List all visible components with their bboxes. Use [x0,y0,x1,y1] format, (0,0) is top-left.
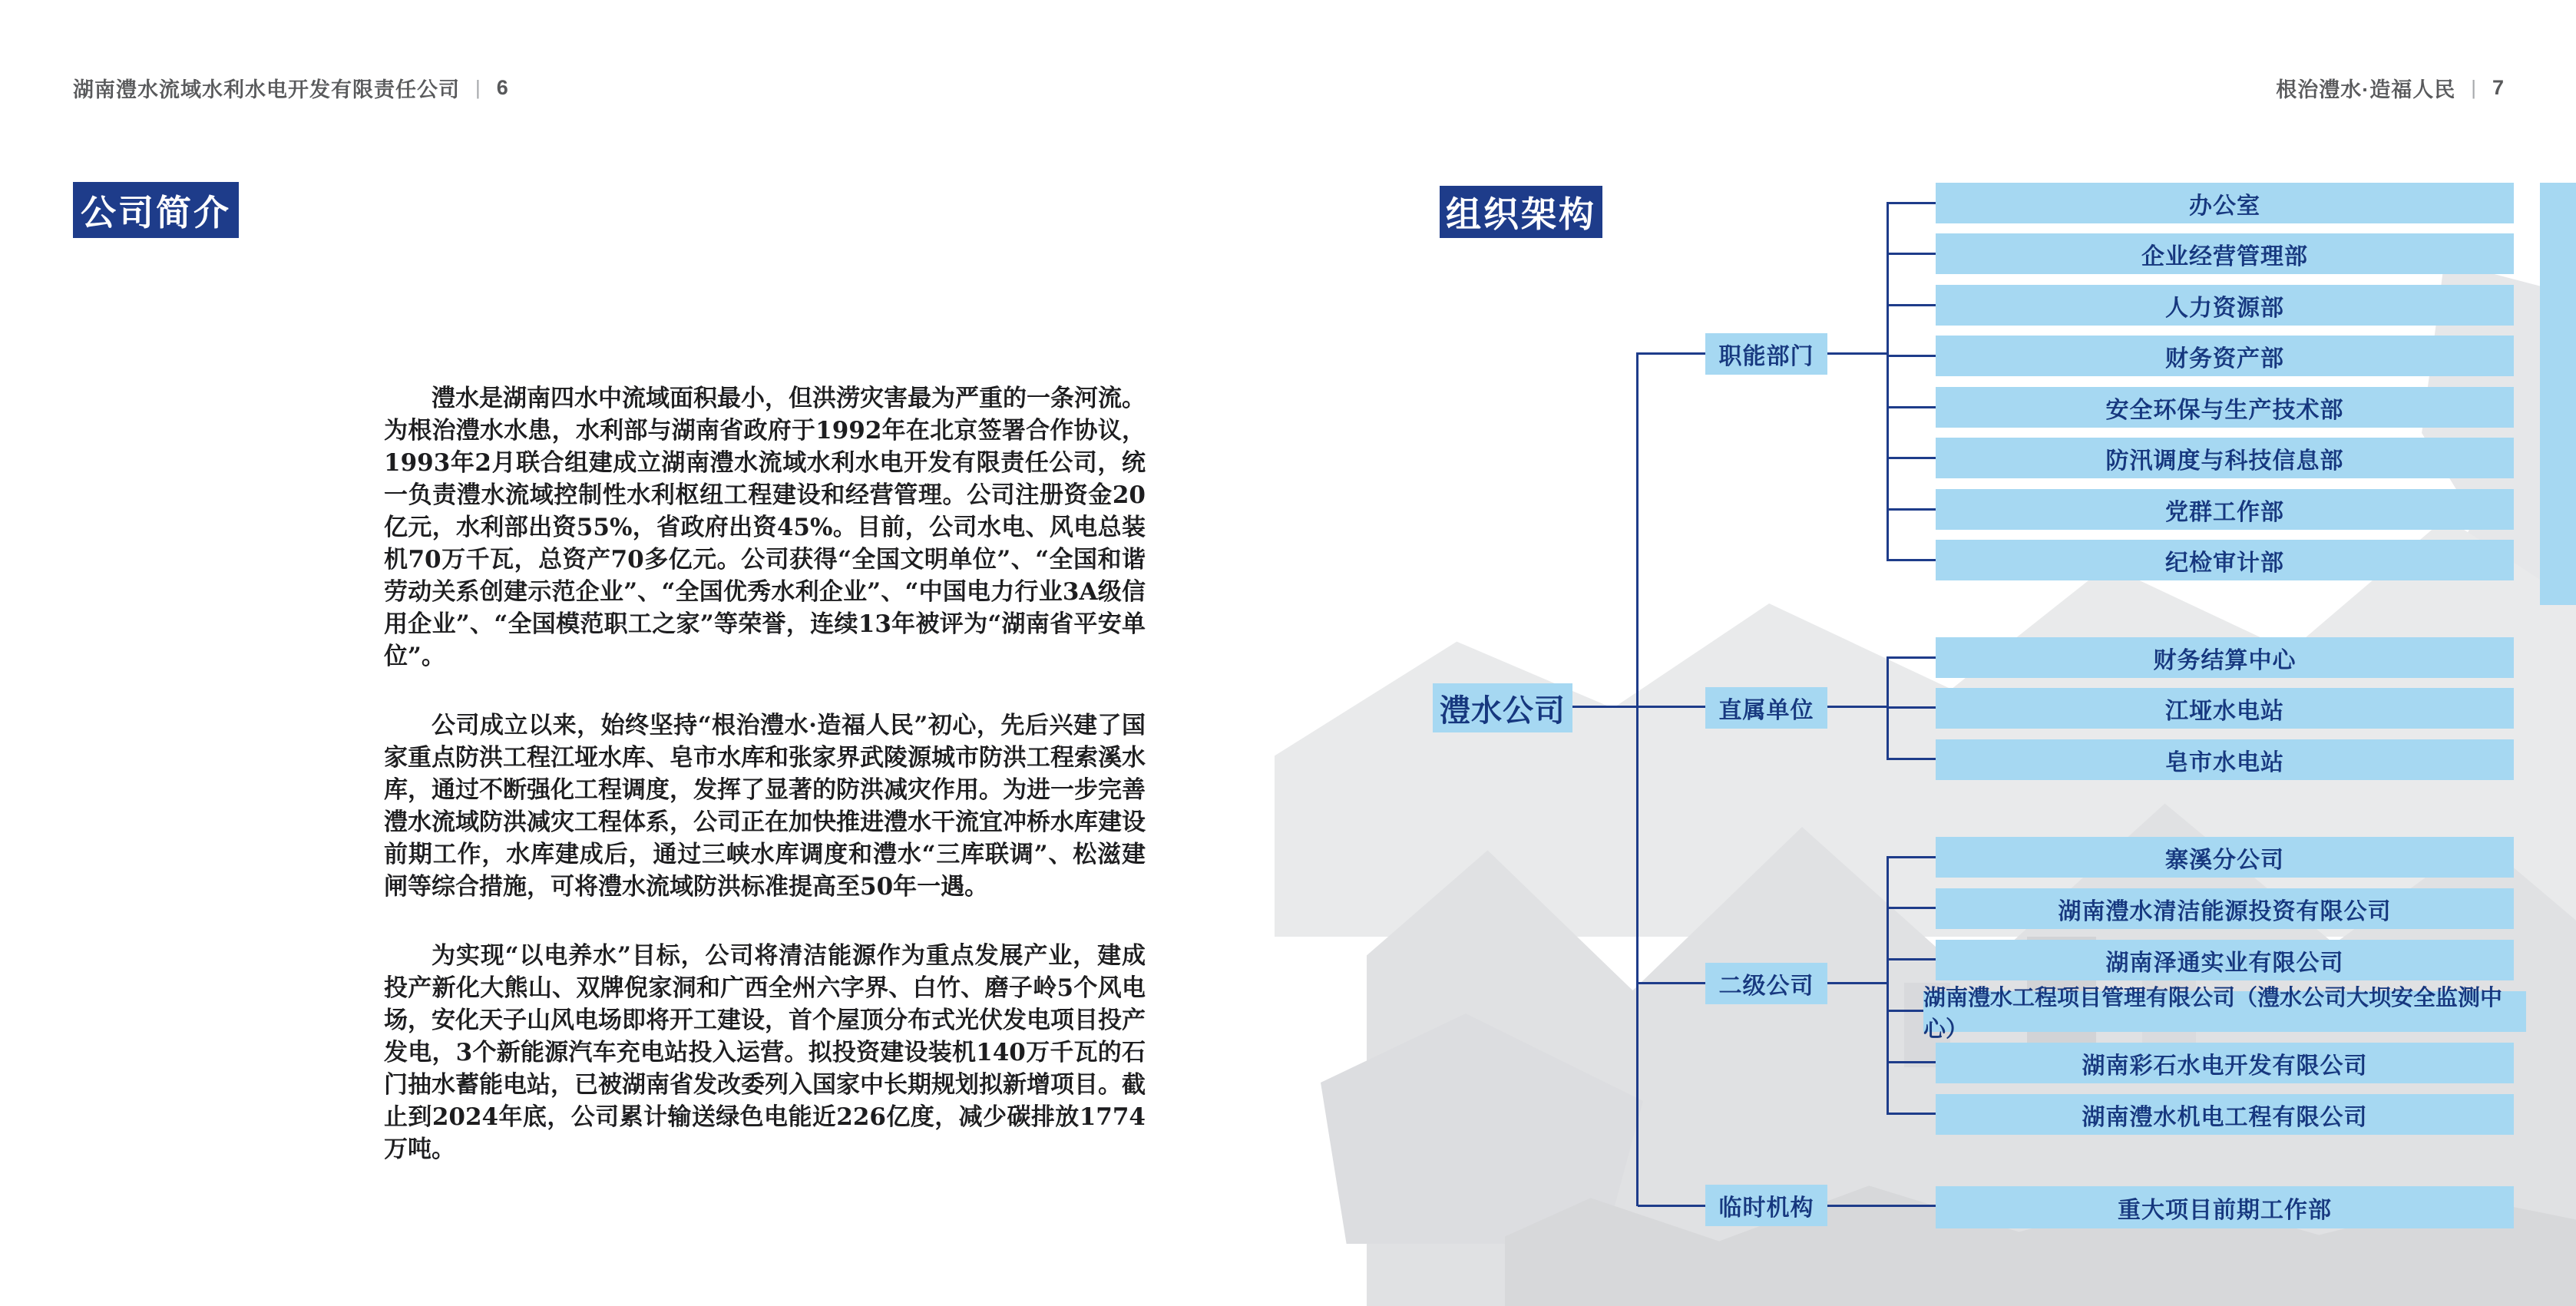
running-header-right [2276,74,2505,101]
org-leaf: 湖南彩石水电开发有限公司 [1936,1043,2514,1083]
connector-stub [1887,508,1936,511]
profile-body [384,382,1146,1165]
connector-bracket3 [1887,856,1889,1115]
page-number-right: 7 [2492,75,2505,99]
connector-branch3 [1827,982,1889,984]
org-leaf: 办公室 [1936,183,2514,223]
company-name: 湖南澧水流域水利水电开发有限责任公司 [73,78,460,101]
connector-stub [1887,758,1936,760]
org-leaf: 寨溪分公司 [1936,837,2514,878]
connector-bracket1 [1887,202,1889,561]
connector-stub [1887,406,1936,408]
connector-root [1572,706,1705,708]
connector-stub [1887,958,1936,960]
connector-stub [1887,457,1936,459]
connector-branch3 [1638,982,1705,984]
running-header-left [73,74,509,101]
org-branch-functional-depts: 职能部门 [1705,333,1827,375]
connector-stub [1887,656,1936,659]
connector-branch4 [1638,1205,1705,1207]
connector-branch4 [1827,1205,1936,1207]
org-leaf: 财务结算中心 [1936,637,2514,678]
connector-stub [1887,856,1936,858]
org-leaf: 防汛调度与科技信息部 [1936,438,2514,478]
org-leaf: 纪检审计部 [1936,540,2514,580]
connector-stub [1887,706,1936,709]
connector-stub [1887,253,1936,255]
profile-paragraph: 公司成立以来，始终坚持“根治澧水·造福人民”初心，先后兴建了国家重点防洪工程江垭水库、皂市水库和张家界武陵源城市防洪工程索溪水库，通过不断强化工程调度，发挥了显著的防洪减灾作用。为进一步完善澧水流域防洪减灾工程体系，公司正在加快推进澧水干流宜冲桥水库建设前期工作，水库建成后，通过三峡水库调度和澧水“三库联调”、松滋建闸等综合措施，可将澧水流域防洪标准提高至50年一遇。 [384,712,1146,901]
org-root-node: 澧水公司 [1433,683,1572,732]
profile-section-title: 公司简介 [73,182,239,238]
org-branch-direct-units: 直属单位 [1705,687,1827,729]
org-leaf: 重大项目前期工作部 [1936,1186,2514,1228]
connector-stub [1887,1010,1923,1012]
org-leaf: 江垭水电站 [1936,688,2514,729]
connector-branch2 [1827,706,1889,708]
connector-branch1 [1827,352,1889,355]
page-number-left: 6 [496,75,509,99]
org-leaf: 湖南澧水工程项目管理有限公司（澧水公司大坝安全监测中心） [1923,991,2526,1032]
org-section-title: 组织架构 [1440,186,1602,238]
connector-branch1 [1638,352,1705,355]
slogan: 根治澧水·造福人民 [2276,78,2456,101]
profile-paragraph: 为实现“以电养水”目标，公司将清洁能源作为重点发展产业，建成投产新化大熊山、双牌倪家洞和广西全州六字界、白竹、磨子岭5个风电场，安化天子山风电场即将开工建设，首个屋顶分布式光伏发电项目投产发电，3个新能源汽车充电站投入运营。拟投资建设装机140万千瓦的石门抽水蓄能电站，已被湖南省发改委列入国家中长期规划拟新增项目。截止到2024年底，公司累计输送绿色电能近226亿度，减少碳排放1774万吨。 [384,942,1146,1163]
connector-stub [1887,559,1936,561]
org-leaf: 湖南澧水清洁能源投资有限公司 [1936,888,2514,929]
org-leaf: 企业经营管理部 [1936,233,2514,274]
header-separator: | [2471,75,2477,99]
connector-stub [1887,202,1936,204]
connector-trunk [1636,352,1639,1206]
org-leaf: 湖南澧水机电工程有限公司 [1936,1094,2514,1135]
connector-stub [1887,355,1936,357]
connector-stub [1887,1113,1936,1115]
org-leaf: 财务资产部 [1936,336,2514,376]
connector-stub [1887,907,1936,909]
org-branch-subsidiaries: 二级公司 [1705,963,1827,1004]
org-branch-temporary-orgs: 临时机构 [1705,1185,1827,1226]
header-separator: | [475,75,481,99]
org-leaf: 党群工作部 [1936,489,2514,530]
org-leaf: 人力资源部 [1936,285,2514,326]
connector-stub [1887,1061,1936,1063]
org-leaf: 皂市水电站 [1936,739,2514,780]
org-leaf: 安全环保与生产技术部 [1936,387,2514,428]
profile-paragraph: 澧水是湖南四水中流域面积最小，但洪涝灾害最为严重的一条河流。为根治澧水水患，水利部与湖南省政府于1992年在北京签署合作协议，1993年2月联合组建成立湖南澧水流域水利水电开发有限责任公司，统一负责澧水流域控制性水利枢纽工程建设和经营管理。公司注册资金20亿元，水利部出资55%，省政府出资45%。目前，公司水电、风电总装机70万千瓦，总资产70多亿元。公司获得“全国文明单位”、“全国和谐劳动关系创建示范企业”、“全国优秀水利企业”、“中国电力行业3A级信用企业”、“全国模范职工之家”等荣誉，连续13年被评为“湖南省平安单位”。 [384,385,1146,670]
page-edge-accent [2540,183,2576,605]
org-leaf: 湖南泽通实业有限公司 [1936,940,2514,980]
connector-stub [1887,304,1936,306]
